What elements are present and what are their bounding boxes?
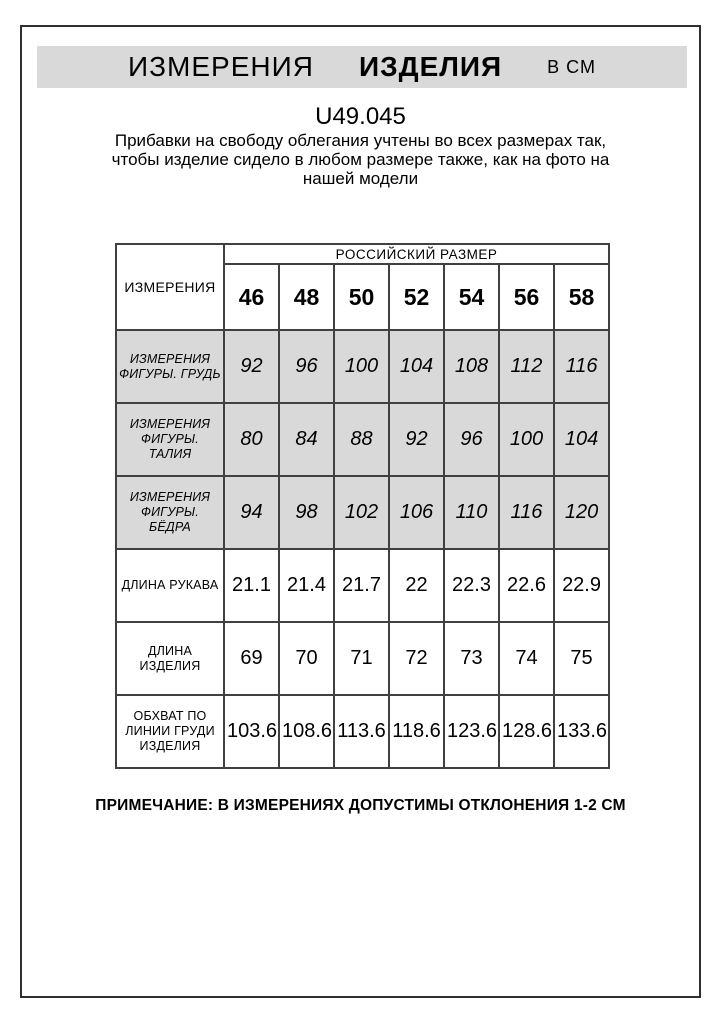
value-cell: 106: [389, 476, 444, 549]
corner-header-cell: ИЗМЕРЕНИЯ: [116, 244, 224, 330]
size-col-header-48: 48: [279, 264, 334, 330]
value-cell: 118.6: [389, 695, 444, 768]
table-row-figure-chest: [116, 330, 609, 403]
value-cell: 110: [444, 476, 499, 549]
value-cell: 100: [499, 403, 554, 476]
table-row-sleeve-length: [116, 549, 609, 622]
value-cell: 22.6: [499, 549, 554, 622]
size-col-header-52: 52: [389, 264, 444, 330]
value-cell: 123.6: [444, 695, 499, 768]
value-cell: 94: [224, 476, 279, 549]
title-unit-cm: В СМ: [547, 56, 596, 77]
size-table: [115, 243, 610, 769]
value-cell: 113.6: [334, 695, 389, 768]
value-cell: 92: [224, 330, 279, 403]
value-cell: 96: [279, 330, 334, 403]
value-cell: 116: [499, 476, 554, 549]
russian-size-header-cell: РОССИЙСКИЙ РАЗМЕР: [224, 244, 609, 264]
value-cell: 98: [279, 476, 334, 549]
value-cell: 112: [499, 330, 554, 403]
value-cell: 116: [554, 330, 609, 403]
value-cell: 74: [499, 622, 554, 695]
size-col-header-50: 50: [334, 264, 389, 330]
table-row-item-chest-girth: [116, 695, 609, 768]
value-cell: 22.9: [554, 549, 609, 622]
row-label: ИЗМЕРЕНИЯ ФИГУРЫ. БЁДРА: [116, 476, 224, 549]
value-cell: 100: [334, 330, 389, 403]
tolerance-note: ПРИМЕЧАНИЕ: В ИЗМЕРЕНИЯХ ДОПУСТИМЫ ОТКЛОНЕНИЯ 1-2 СМ: [95, 797, 626, 814]
value-cell: 128.6: [499, 695, 554, 768]
value-cell: 108: [444, 330, 499, 403]
value-cell: 102: [334, 476, 389, 549]
value-cell: 133.6: [554, 695, 609, 768]
title-measurements: ИЗМЕРЕНИЯ: [128, 51, 314, 82]
row-label: ИЗМЕРЕНИЯ ФИГУРЫ. ТАЛИЯ: [116, 403, 224, 476]
value-cell: 84: [279, 403, 334, 476]
table-row-item-length: [116, 622, 609, 695]
value-cell: 21.7: [334, 549, 389, 622]
row-label: ДЛИНА ИЗДЕЛИЯ: [116, 622, 224, 695]
fit-description-line-1: Прибавки на свободу облегания учтены во всех размерах так,: [114, 131, 607, 150]
value-cell: 21.4: [279, 549, 334, 622]
value-cell: 22: [389, 549, 444, 622]
row-label: ИЗМЕРЕНИЯ ФИГУРЫ. ГРУДЬ: [116, 330, 224, 403]
value-cell: 69: [224, 622, 279, 695]
value-cell: 120: [554, 476, 609, 549]
table-header-row-group: [116, 244, 609, 264]
value-cell: 71: [334, 622, 389, 695]
value-cell: 73: [444, 622, 499, 695]
value-cell: 75: [554, 622, 609, 695]
value-cell: 88: [334, 403, 389, 476]
size-col-header-56: 56: [499, 264, 554, 330]
value-cell: 92: [389, 403, 444, 476]
title-bar: [37, 46, 687, 88]
value-cell: 22.3: [444, 549, 499, 622]
fit-description: [81, 131, 641, 188]
value-cell: 103.6: [224, 695, 279, 768]
value-cell: 96: [444, 403, 499, 476]
title-product: ИЗДЕЛИЯ: [358, 51, 503, 82]
model-code: U49.045: [315, 103, 406, 130]
fit-description-line-2: чтобы изделие сидело в любом размере также, как на фото на: [111, 150, 610, 169]
value-cell: 104: [389, 330, 444, 403]
page-frame: [20, 25, 701, 998]
row-label: ДЛИНА РУКАВА: [116, 549, 224, 622]
value-cell: 70: [279, 622, 334, 695]
table-row-figure-waist: [116, 403, 609, 476]
size-col-header-54: 54: [444, 264, 499, 330]
value-cell: 108.6: [279, 695, 334, 768]
table-row-figure-hips: [116, 476, 609, 549]
value-cell: 104: [554, 403, 609, 476]
value-cell: 72: [389, 622, 444, 695]
row-label: ОБХВАТ ПО ЛИНИИ ГРУДИ ИЗДЕЛИЯ: [116, 695, 224, 768]
value-cell: 21.1: [224, 549, 279, 622]
size-col-header-46: 46: [224, 264, 279, 330]
value-cell: 80: [224, 403, 279, 476]
fit-description-line-3: нашей модели: [302, 169, 419, 188]
size-col-header-58: 58: [554, 264, 609, 330]
